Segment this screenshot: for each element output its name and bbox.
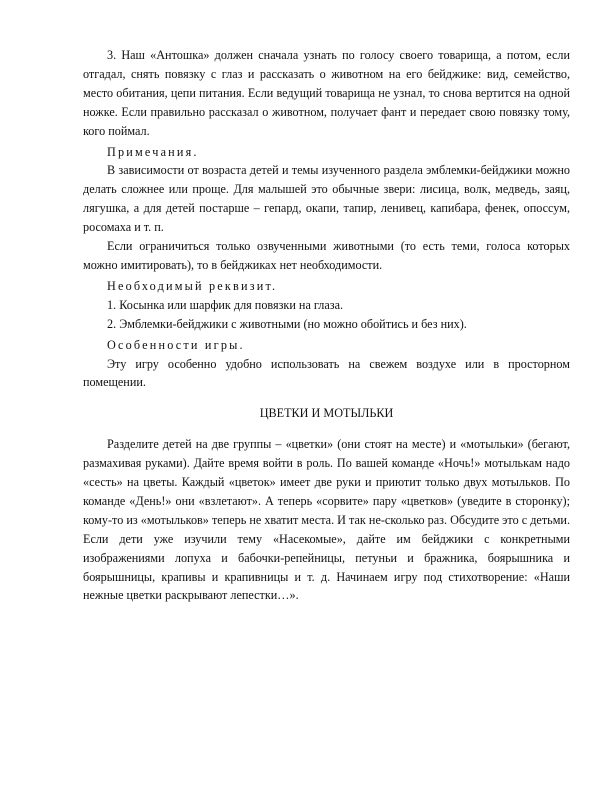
- props-heading: Необходимый реквизит.: [107, 278, 278, 293]
- rule-3-paragraph: 3. Наш «Антошка» должен сначала узнать по голосу своего товарища, а потом, если отгадал, снять повязку с глаз и рассказать о животном на его бейджике: вид, семейство, место обитания, цепи питания. Если ведущий товарища не узнал, то снова вертится на одной ножке. Если правильно рассказал о животном, получает фант и передает свою повязку тому, кого поймал.: [83, 48, 570, 138]
- notes-paragraph-1: В зависимости от возраста детей и темы изученного раздела эмблемки-бейджики можно делать сложнее или проще. Для малышей это обычные звери: лисица, волк, медведь, заяц, лягушка, а для детей постарше – гепард, окапи, тапир, ленивец, капибара, фенек, опоссум, росомаха и т. п.: [83, 163, 570, 235]
- props-item-1: 1. Косынка или шарфик для повязки на глаза.: [107, 297, 344, 312]
- notes-paragraph-2: Если ограничиться только озвученными животными (то есть теми, голоса которых можно имитировать), то в бейджиках нет необходимости.: [83, 239, 570, 272]
- document-page: [83, 46, 570, 605]
- notes-heading: Примечания.: [107, 144, 199, 159]
- game-title: ЦВЕТКИ И МОТЫЛЬКИ: [259, 406, 394, 421]
- props-item-2: 2. Эмблемки-бейджики с животными (но можно обойтись и без них).: [107, 316, 467, 331]
- features-heading: Особенности игры.: [107, 337, 245, 352]
- features-paragraph: Эту игру особенно удобно использовать на свежем воздухе или в просторном помещении.: [83, 356, 570, 390]
- game-paragraph: Разделите детей на две группы – «цветки» (они стоят на месте) и «мотыльки» (бегают, размахивая руками). Дайте время войти в роль. По вашей команде «Ночь!» мотылькам надо «сесть» на цветы. Каждый «цветок» имеет две руки и приютит только двух мотыльков. По команде «День!» они «взлетают». А теперь «сорвите» пару «цветков» (уведите в сторонку); кому-то из «мотыльков» теперь не хватит места. И так не-сколько раз. Обсудите это с детьми. Если дети уже изучили тему «Насекомые», дайте им бейджики с конкретными изображениями лопуха и бабочки-репейницы, петуньи и бражника, боярышника и боярышницы, крапивы и крапивницы и т. д. Начинаем игру под стихотворение: «Наши нежные цветки раскрывают лепестки…».: [83, 437, 570, 603]
